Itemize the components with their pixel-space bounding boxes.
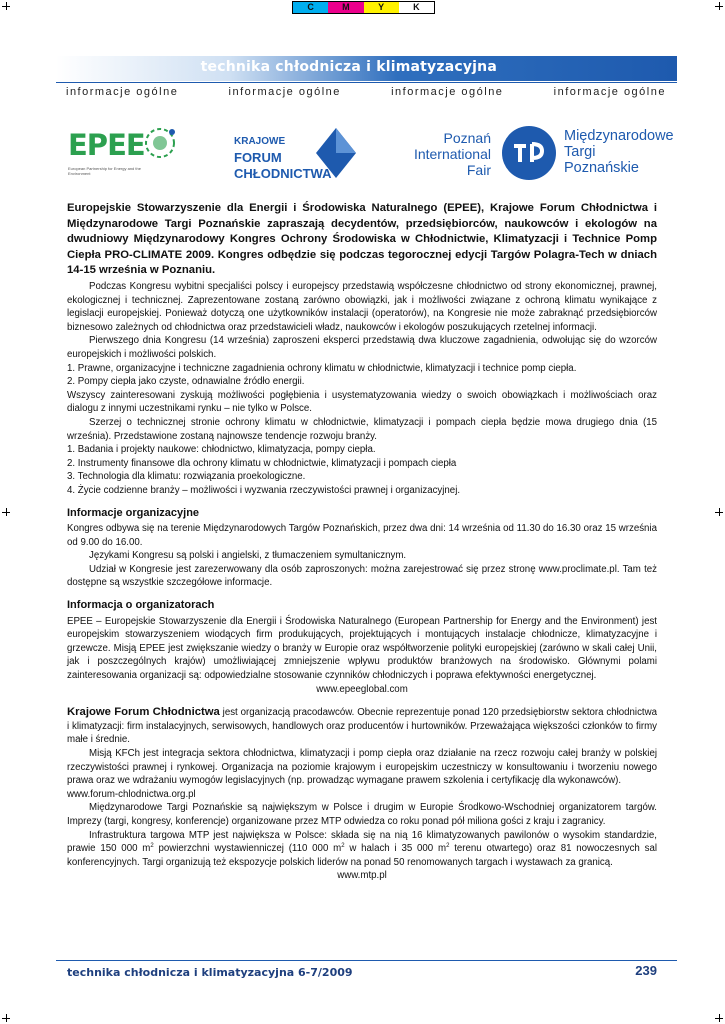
page-number: 239 bbox=[635, 963, 657, 978]
sub-label: informacje ogólne bbox=[66, 86, 179, 98]
sub-label: informacje ogólne bbox=[228, 86, 341, 98]
mtp-emblem-icon bbox=[500, 124, 558, 182]
paragraph: Wszyscy zainteresowani zyskują możliwości pogłębienia i usystematyzowania wiedzy o swoich obowiązkach i możliwościach oraz dialogu z innymi uczestnikami rynku – nie tylko w Polsce. bbox=[67, 389, 657, 415]
crop-mark-icon bbox=[715, 1014, 723, 1022]
pif-line1: Poznań bbox=[443, 130, 491, 146]
sub-label: informacje ogólne bbox=[553, 86, 666, 98]
epee-url[interactable]: www.epeeglobal.com bbox=[316, 683, 408, 695]
section-title: technika chłodnicza i klimatyzacyjna bbox=[200, 59, 497, 75]
mtp-line1: Międzynarodowe bbox=[564, 128, 674, 144]
kfch-line2: FORUM bbox=[234, 150, 282, 165]
swatch-m: M bbox=[328, 2, 363, 13]
section-header-band bbox=[56, 56, 677, 81]
crop-mark-icon bbox=[715, 2, 723, 10]
list-item: 2. Pompy ciepła jako czyste, odnawialne źródło energii. bbox=[67, 376, 305, 388]
swatch-c: C bbox=[293, 2, 328, 13]
kfch-line3: CHŁODNICTWA bbox=[234, 166, 332, 181]
paragraph: Szerzej o technicznej stronie ochrony klimatu w chłodnictwie, klimatyzacji i pompach ciepła będzie mowa drugiego dnia (15 września). Przedstawione zostaną najnowsze tendencje rozwoju branży. bbox=[67, 416, 657, 442]
paragraph: EPEE – Europejskie Stowarzyszenie dla Energii i Środowiska Naturalnego (European Partnership for Energy and the Environment) jest europejskim stowarzyszeniem wiodących firm produkujących, projektujących i montujących instalacje chłodnicze, klimatyzacyjne i grzewcze. Misją EPEE jest zwiększanie wiedzy o branży w Europie oraz współtworzenie polityki europejskiej (zarówno w skali całej Unii, jak i poszczególnych krajów) umożliwiającej zmniejszenie wpływu produktów branżowych na środowisko. Głównymi polami zainteresowania organizacji są: odpowiedzialne stosowanie czynników chłodniczych i poprawa efektywności energetycznej. bbox=[67, 615, 657, 682]
list-item: 4. Życie codzienne branży – możliwości i wyzwania rzeczywistości prawnej i organizacyjnej. bbox=[67, 484, 461, 496]
paragraph: Językami Kongresu są polski i angielski, z tłumaczeniem symultanicznym. bbox=[89, 550, 407, 562]
kfch-url[interactable]: www.forum-chlodnictwa.org.pl bbox=[67, 788, 196, 800]
footer-journal-title: technika chłodnicza i klimatyzacyjna 6-7/2009 bbox=[67, 966, 353, 979]
section-heading: Informacje organizacyjne bbox=[67, 506, 200, 519]
mtp-url[interactable]: www.mtp.pl bbox=[337, 870, 387, 882]
kfch-line1: KRAJOWE bbox=[234, 136, 286, 147]
epee-logo-text: EPEE bbox=[68, 128, 145, 162]
paragraph: Międzynarodowe Targi Poznańskie są największym w Polsce i drugim w Europie Środkowo-Wschodniej organizatorem targów. Imprezy (targi, kongresy, konferencje) organizowane przez MTP odwiedza co roku ponad pół miliona gości z kraju i zagranicy. bbox=[67, 802, 657, 827]
epee-logo bbox=[66, 122, 186, 182]
paragraph: Udział w Kongresie jest zarezerwowany dla osób zaproszonych: można zarejestrować się przez stronę www.proclimate.pl. Tam też dostępne są wszystkie szczegółowe informacje. bbox=[67, 563, 657, 589]
poznan-fair-logo bbox=[396, 124, 496, 182]
crop-mark-icon bbox=[715, 508, 723, 516]
sub-label: informacje ogólne bbox=[391, 86, 504, 98]
list-item: 2. Instrumenty finansowe dla ochrony klimatu w chłodnictwie, klimatyzacji i pompach ciepła bbox=[67, 457, 457, 469]
paragraph: Podczas Kongresu wybitni specjaliści polscy i europejscy przedstawią współczesne chłodnictwo od strony ekonomicznej, prawnej, ekologicznej i technicznej. Zaprezentowane zostaną zarówno obowiązki, jak i możliwości związane z ochroną klimatu wynikające z legislacji europejskiej. Ponieważ dotyczą one użytkowników instalacji (operatorów), na Kongresie nie może zabraknąć przedsiębiorców biznesowo zależnych od chłodnictwa oraz przedstawicieli władz, naukowców i ekologów poszukujących rzetelnej informacji. bbox=[67, 281, 657, 333]
list-item: 3. Technologia dla klimatu: rozwiązania proekologiczne. bbox=[67, 471, 306, 483]
paragraph: Misją KFCh jest integracja sektora chłodnictwa, klimatyzacji i pomp ciepła oraz działanie na rzecz rozwoju całej branży w polskiej rzeczywistości prawnej i rynkowej. Organizacja na poziomie krajowym i europejskim uczestniczy w konsultowaniu i tworzeniu nowego prawa oraz we wdrażaniu wymogów legislacyjnych (np. prowadząc wymagane prawem szkolenia i certyfikację dla wykonawców). bbox=[67, 748, 657, 787]
lead-paragraph: Europejskie Stowarzyszenie dla Energii i Środowiska Naturalnego (EPEE), Krajowe Forum Chłodnictwa i Międzynarodowe Targi Poznańskie zapraszają decydentów, przedsiębiorców, naukowców i ekologów na dwudniowy Międzynarodowy Kongres Ochrony Środowiska w Chłodnictwie, Klimatyzacji i Technice Pomp Ciepła PRO-CLIMATE 2009. Kongres odbędzie się podczas tegorocznej edycji Targów Polagra-Tech w dniach 14-15 września w Poznaniu. bbox=[67, 202, 657, 276]
footer-divider bbox=[56, 960, 677, 961]
mtp-logo bbox=[540, 124, 710, 182]
pif-line3: Fair bbox=[466, 162, 491, 178]
list-item: 1. Badania i projekty naukowe: chłodnictwo, klimatyzacja, pompy ciepła. bbox=[67, 444, 376, 456]
mtp-line3: Poznańskie bbox=[564, 160, 639, 176]
diamond-icon bbox=[314, 126, 358, 180]
article-body bbox=[67, 280, 657, 883]
paragraph: Infrastruktura targowa MTP jest największa w Polsce: składa się na nią 16 klimatyzowanych pawilonów o wysokim standardzie, prawie 150 000 $m^2$ powierzchni wystawienniczej (110 000 $m^2$ w halach i 35 000 $m^2$ terenu otwartego) oraz 81 nowoczesnych sal konferencyjnych. Targi organizują też ekspozycje polskich liderów na ponad 50 renomowanych targach i wystawach za granicą. bbox=[67, 829, 657, 868]
crop-mark-icon bbox=[2, 1014, 10, 1022]
swatch-k: K bbox=[399, 2, 434, 13]
swatch-y: Y bbox=[364, 2, 399, 13]
pif-line2: International bbox=[413, 146, 491, 162]
paragraph: Krajowe Forum Chłodnictwa jest organizacją pracodawców. Obecnie reprezentuje ponad 120 przedsiębiorstw sektora chłodnictwa i klimatyzacji: firm instalacyjnych, serwisowych, handlowych oraz producentów i hurtowników. Przeważająca większości członków to firmy małe i średnie. bbox=[67, 706, 657, 746]
list-item: 1. Prawne, organizacyjne i techniczne zagadnienia ochrony klimatu w chłodnictwie, klimatyzacji i technice pomp ciepła. bbox=[67, 362, 577, 374]
paragraph: Kongres odbywa się na terenie Międzynarodowych Targów Poznańskich, przez dwa dni: 14 września od 11.30 do 16.30 oraz 15 września od 9.00 do 16.00. bbox=[67, 523, 657, 548]
mtp-line2: Targi bbox=[564, 144, 596, 160]
epee-tagline: European Partnership for Energy and the Environment bbox=[68, 166, 141, 176]
kfch-name: Krajowe Forum Chłodnictwa bbox=[67, 706, 220, 719]
section-sub-labels bbox=[66, 86, 666, 98]
paragraph: Pierwszego dnia Kongresu (14 września) zaproszeni eksperci przedstawią dwa kluczowe zagadnienia, odwołując się do wzorców europejskich i możliwości polskich. bbox=[67, 335, 657, 360]
color-registration-bar bbox=[292, 1, 435, 14]
section-heading: Informacja o organizatorach bbox=[67, 599, 215, 612]
sponsor-logos bbox=[56, 120, 677, 186]
crop-mark-icon bbox=[2, 508, 10, 516]
globe-icon bbox=[142, 124, 178, 162]
kfch-logo bbox=[234, 124, 354, 182]
crop-mark-icon bbox=[2, 2, 10, 10]
header-divider bbox=[56, 82, 677, 83]
